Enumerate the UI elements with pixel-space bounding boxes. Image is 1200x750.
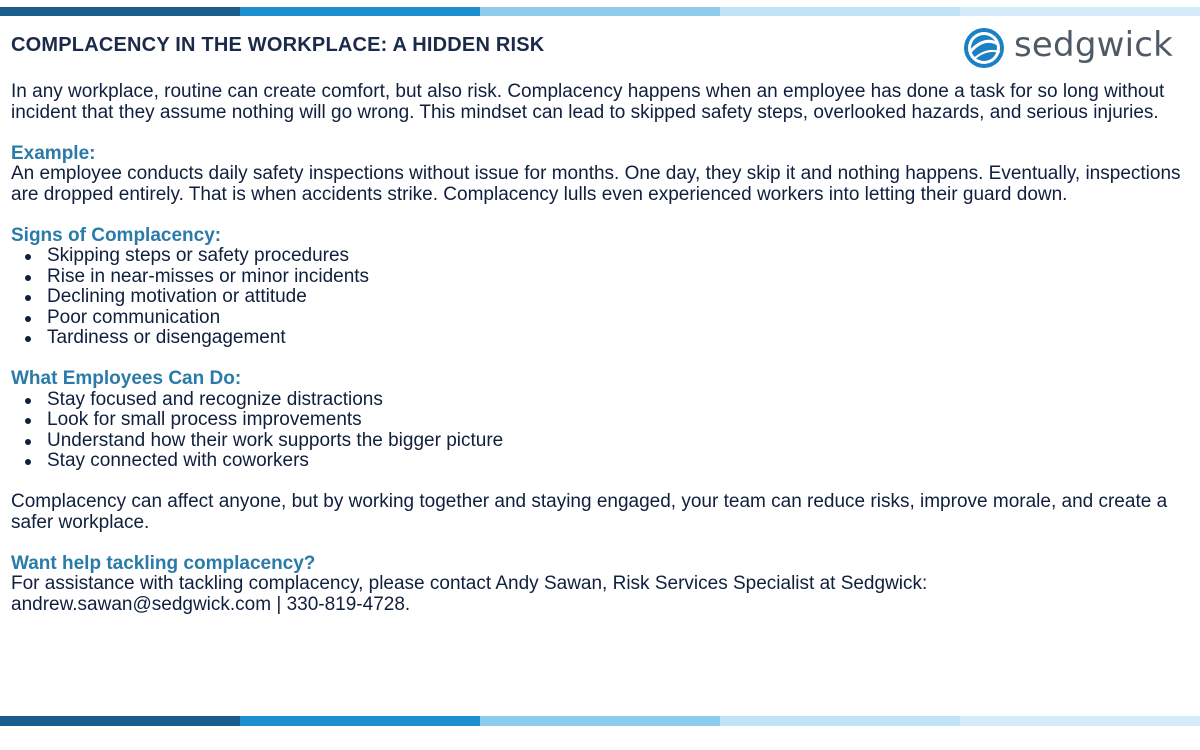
actions-list [11, 390, 1191, 472]
stripe-segment [720, 7, 960, 16]
stripe-segment [480, 7, 720, 16]
intro-paragraph: In any workplace, routine can create comfort, but also risk. Complacency happens when an employee has done a task for so long without incident that they assume nothing will go wrong. This mindset can lead to skipped safety steps, overlooked hazards, and serious injuries. [11, 81, 1165, 123]
signs-list [11, 246, 1191, 349]
list-item: Look for small process improvements [11, 410, 1191, 431]
stripe-segment [240, 716, 480, 726]
stripe-segment [720, 716, 960, 726]
globe-icon [962, 26, 1006, 70]
stripe-segment [0, 7, 240, 16]
example-paragraph: An employee conducts daily safety inspections without issue for months. One day, they skip it and nothing happens. Eventually, inspections are dropped entirely. That is when accidents strike. Complacency lulls even experienced workers into letting their guard down. [11, 163, 1181, 205]
example-heading: Example: [11, 142, 96, 164]
contact-info: andrew.sawan@sedgwick.com | 330-819-4728. [11, 593, 411, 615]
list-item: Poor communication [11, 308, 1191, 329]
stripe-segment [960, 7, 1200, 16]
bottom-color-stripe [0, 716, 1200, 726]
closing-paragraph: Complacency can affect anyone, but by working together and staying engaged, your team can reduce risks, improve morale, and create a safer workplace. [11, 491, 1168, 533]
help-paragraph: For assistance with tackling complacency, please contact Andy Sawan, Risk Services Specialist at Sedgwick: [11, 573, 928, 594]
stripe-segment [240, 7, 480, 16]
signs-heading: Signs of Complacency: [11, 224, 222, 246]
list-item: Stay connected with coworkers [11, 451, 1191, 472]
list-item: Tardiness or disengagement [11, 328, 1191, 349]
document-body [11, 82, 1191, 615]
list-item: Understand how their work supports the bigger picture [11, 431, 1191, 452]
logo-wordmark: sedgwick [1014, 25, 1174, 65]
sedgwick-logo [962, 25, 1174, 71]
stripe-segment [480, 716, 720, 726]
stripe-segment [0, 716, 240, 726]
list-item: Declining motivation or attitude [11, 287, 1191, 308]
stripe-segment [960, 716, 1200, 726]
page-title: COMPLACENCY IN THE WORKPLACE: A HIDDEN RISK [11, 34, 545, 56]
list-item: Stay focused and recognize distractions [11, 390, 1191, 411]
list-item: Skipping steps or safety procedures [11, 246, 1191, 267]
actions-heading: What Employees Can Do: [11, 368, 242, 389]
list-item: Rise in near-misses or minor incidents [11, 267, 1191, 288]
top-color-stripe [0, 7, 1200, 16]
help-heading: Want help tackling complacency? [11, 552, 316, 574]
